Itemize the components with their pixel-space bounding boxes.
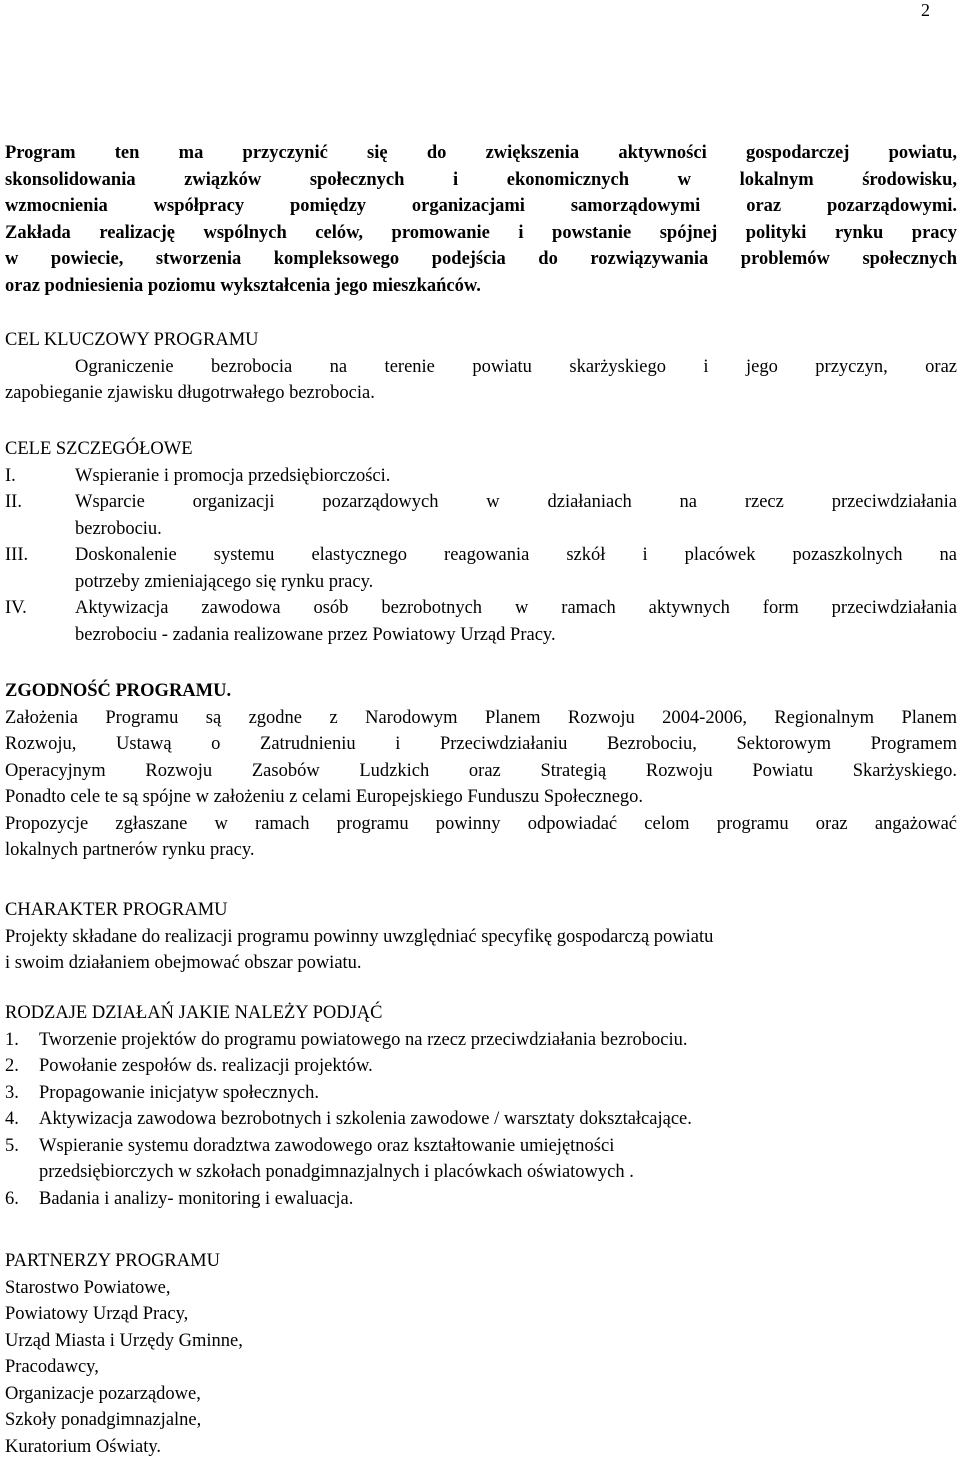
- actions-section: [5, 1000, 957, 1212]
- action-text: Badania i analizy- monitoring i ewaluacja.: [39, 1188, 354, 1209]
- key-goal-section: [5, 327, 957, 407]
- actions-heading: RODZAJE DZIAŁAŃ JAKIE NALEŻY PODJĄĆ: [5, 1003, 383, 1023]
- action-text: Wspieranie systemu doradztwa zawodowego oraz kształtowanie umiejętności: [39, 1135, 615, 1156]
- intro-line: wzmocnienia współpracy pomiędzy organizacjami samorządowymi oraz pozarządowymi.: [5, 196, 957, 216]
- specific-goal-item: [5, 595, 957, 648]
- partner-item: Pracodawcy,: [5, 1357, 99, 1377]
- action-text: Tworzenie projektów do programu powiatowego na rzecz przeciwdziałania bezrobociu.: [39, 1029, 688, 1050]
- action-marker: 1.: [5, 1029, 19, 1050]
- specific-goal-text: Wsparcie organizacji pozarządowych w działaniach na rzecz przeciwdziałania: [75, 492, 957, 512]
- key-goal-line: zapobieganie zjawisku długotrwałego bezrobocia.: [5, 383, 375, 403]
- partner-item: Powiatowy Urząd Pracy,: [5, 1304, 189, 1324]
- page-number: 2: [921, 0, 930, 20]
- intro-line: Zakłada realizację wspólnych celów, promowanie i powstanie spójnej polityki rynku pracy: [5, 222, 957, 243]
- specific-goals-heading: CELE SZCZEGÓŁOWE: [5, 439, 193, 459]
- partners-heading: PARTNERZY PROGRAMU: [5, 1251, 220, 1271]
- consistency-line: lokalnych partnerów rynku pracy.: [5, 840, 255, 860]
- action-item: [5, 1080, 957, 1107]
- action-item: [5, 1133, 957, 1186]
- specific-goal-marker: IV.: [5, 598, 27, 618]
- action-item: [5, 1053, 957, 1080]
- action-item: [5, 1106, 957, 1133]
- partner-item: Organizacje pozarządowe,: [5, 1383, 201, 1404]
- character-line: Projekty składane do realizacji programu powinny uwzględniać specyfikę gospodarczą powiatu: [5, 926, 714, 947]
- intro-line: Program ten ma przyczynić się do zwiększenia aktywności gospodarczej powiatu,: [5, 143, 957, 163]
- specific-goal-marker: III.: [5, 545, 29, 565]
- specific-goal-text: potrzeby zmieniającego się rynku pracy.: [75, 571, 374, 592]
- specific-goal-item: [5, 542, 957, 595]
- consistency-line: Założenia Programu są zgodne z Narodowym Planem Rozwoju 2004-2006, Regionalnym Planem: [5, 707, 957, 728]
- action-text: Aktywizacja zawodowa bezrobotnych i szkolenia zawodowe / warsztaty dokształcające.: [39, 1109, 692, 1129]
- specific-goal-text: Aktywizacja zawodowa osób bezrobotnych w ramach aktywnych form przeciwdziałania: [75, 598, 957, 618]
- character-section: [5, 897, 957, 977]
- key-goal-heading: CEL KLUCZOWY PROGRAMU: [5, 330, 259, 350]
- action-text: przedsiębiorczych w szkołach ponadgimnazjalnych i placówkach oświatowych .: [39, 1162, 634, 1182]
- specific-goal-text: Doskonalenie systemu elastycznego reagowania szkół i placówek pozaszkolnych na: [75, 545, 957, 565]
- action-marker: 2.: [5, 1056, 19, 1076]
- partner-item: Szkoły ponadgimnazjalne,: [5, 1410, 202, 1430]
- specific-goal-item: [5, 489, 957, 542]
- intro-line: oraz podniesienia poziomu wykształcenia jego mieszkańców.: [5, 275, 481, 296]
- consistency-heading: ZGODNOŚĆ PROGRAMU.: [5, 681, 232, 701]
- action-item: [5, 1027, 957, 1054]
- consistency-line: Ponadto cele te są spójne w założeniu z celami Europejskiego Funduszu Społecznego.: [5, 787, 644, 807]
- partners-section: [5, 1248, 957, 1460]
- specific-goal-item: [5, 463, 957, 490]
- action-marker: 6.: [5, 1188, 19, 1209]
- partner-item: Starostwo Powiatowe,: [5, 1277, 171, 1298]
- specific-goal-text: bezrobociu - zadania realizowane przez Powiatowy Urząd Pracy.: [75, 624, 556, 645]
- character-heading: CHARAKTER PROGRAMU: [5, 900, 228, 920]
- action-marker: 5.: [5, 1135, 19, 1156]
- consistency-section: [5, 678, 957, 864]
- partner-item: Urząd Miasta i Urzędy Gminne,: [5, 1330, 243, 1351]
- key-goal-line: Ograniczenie bezrobocia na terenie powiatu skarżyskiego i jego przyczyn, oraz: [75, 356, 957, 377]
- action-text: Powołanie zespołów ds. realizacji projektów.: [39, 1056, 373, 1076]
- intro-line: skonsolidowania związków społecznych i ekonomicznych w lokalnym środowisku,: [5, 169, 957, 190]
- consistency-line: Operacyjnym Rozwoju Zasobów Ludzkich oraz Strategią Rozwoju Powiatu Skarżyskiego.: [5, 760, 957, 781]
- consistency-line: Rozwoju, Ustawą o Zatrudnieniu i Przeciwdziałaniu Bezrobociu, Sektorowym Programem: [5, 734, 957, 754]
- specific-goal-text: Wspieranie i promocja przedsiębiorczości.: [75, 465, 391, 486]
- action-marker: 3.: [5, 1082, 19, 1103]
- specific-goal-text: bezrobociu.: [75, 518, 162, 539]
- character-line: i swoim działaniem obejmować obszar powiatu.: [5, 953, 362, 973]
- action-item: [5, 1186, 957, 1213]
- action-marker: 4.: [5, 1109, 19, 1129]
- consistency-line: Propozycje zgłaszane w ramach programu powinny odpowiadać celom programu oraz angażować: [5, 813, 957, 834]
- specific-goal-marker: I.: [5, 465, 16, 486]
- intro-paragraph: [5, 140, 957, 299]
- intro-line: w powiecie, stworzenia kompleksowego podejścia do rozwiązywania problemów społecznych: [5, 249, 957, 269]
- action-text: Propagowanie inicjatyw społecznych.: [39, 1082, 319, 1103]
- partner-item: Kuratorium Oświaty.: [5, 1436, 162, 1457]
- specific-goals-section: [5, 436, 957, 648]
- specific-goal-marker: II.: [5, 492, 22, 512]
